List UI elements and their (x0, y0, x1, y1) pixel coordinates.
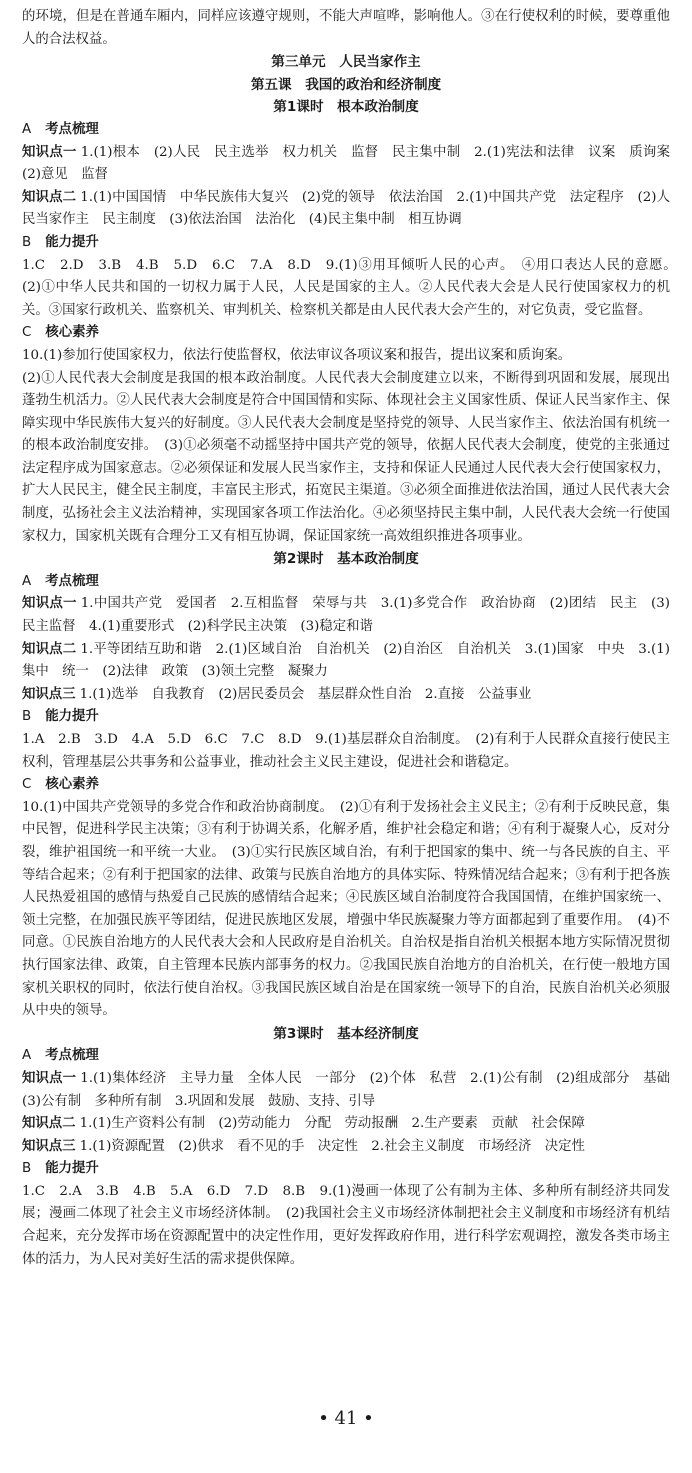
knowledge-point (22, 639, 670, 684)
section-name: 核心素养 (45, 777, 99, 793)
knowledge-point-text: 1.(1)根本 (2)人民 民主选举 权力机关 监督 民主集中制 2.(1)宪法和法律 议案 质询案 (2)意见 监督 (22, 144, 684, 183)
lesson-title: 第五课 我国的政治和经济制度 (250, 76, 442, 93)
section-heading (22, 1158, 670, 1181)
section-letter: A (22, 1048, 32, 1064)
answer-paragraph: 10.(1)中国共产党领导的多党合作和政治协商制度。 (2)①有利于发扬社会主义民主；②有利于反映民意，集中民智，促进科学民主决策；③有利于协调关系，化解矛盾，维护社会稳定和谐；④有利于凝聚人心，反对分裂，维护祖国统一和平统一大业。 (3)①实行民族区域自治，有利于把国家的集中、统一与各民族的自主、平等结合起来；②有利于把国家的法律、政策与民族自治地方的具体实际、特殊情况结合起来；③有利于把各族人民热爱祖国的感情与热爱自己民族的感情结合起来；④民族区域自治制度符合我国国情，在维护国家统一、领土完整，在加强民族平等团结，促进民族地区发展，增强中华民族凝聚力等方面都起到了重要作用。 (4)不同意。①民族自治地方的人民代表大会和人民政府是自治机关。自治权是指自治机关根据本地方实际情况贯彻执行国家法律、政策，自主管理本民族内部事务的权力。②我国民族自治地方的自治机关，在行使一般地方国家机关职权的同时，依法行使自治权。③我国民族区域自治是在国家统一领导下的自治，民族自治机关必须服从中央的领导。 (22, 799, 670, 1019)
knowledge-point (22, 1068, 684, 1113)
section-letter: C (22, 777, 32, 793)
section-name: 考点梳理 (45, 573, 99, 589)
section-heading (22, 571, 670, 594)
section-name: 考点梳理 (45, 1048, 99, 1064)
section-name: 能力提升 (45, 234, 99, 250)
unit-title: 第三单元 人民当家作主 (271, 54, 421, 71)
knowledge-point-label: 知识点一 (22, 144, 77, 160)
knowledge-point-label: 知识点一 (22, 596, 77, 612)
section-letter: B (22, 709, 32, 725)
knowledge-point-label: 知识点二 (22, 641, 77, 657)
knowledge-point-text: 1.(1)生产资料公有制 (2)劳动能力 分配 劳动报酬 2.生产要素 贡献 社会保障 (79, 1116, 585, 1132)
section-name: 考点梳理 (45, 121, 99, 137)
knowledge-point (22, 142, 684, 187)
knowledge-point-label: 知识点一 (22, 1070, 77, 1086)
knowledge-point-text: 1.(1)选举 自我教育 (2)居民委员会 基层群众性自治 2.直接 公益事业 (79, 686, 532, 702)
knowledge-point (22, 684, 670, 707)
knowledge-point (22, 593, 670, 638)
section-heading (22, 706, 670, 729)
knowledge-point-text: 1.(1)集体经济 主导力量 全体人民 一部分 (2)个体 私营 2.(1)公有制 (2)组成部分 基础 (3)公有制 多种所有制 3.巩固和发展 鼓励、支持、引导 (22, 1070, 684, 1109)
section-letter: C (22, 325, 32, 341)
answer-paragraph: 10.(1)参加行使国家权力，依法行使监督权，依法审议各项议案和报告，提出议案和质询案。 (22, 347, 572, 363)
knowledge-point-text: 1.平等团结互助和谐 2.(1)区域自治 自治机关 (2)自治区 自治机关 3.(1)国家 中央 3.(1)集中 统一 (2)法律 政策 (3)领土完整 凝聚力 (22, 641, 670, 680)
section-heading (22, 1045, 670, 1068)
section-heading (22, 322, 670, 345)
knowledge-point-text: 1.(1)中国国情 中华民族伟大复兴 (2)党的领导 依法治国 2.(1)中国共产党 法定程序 (2)人民当家作主 民主制度 (3)依法治国 法治化 (4)民主集中制 相互协调 (22, 189, 671, 228)
knowledge-point (22, 1113, 670, 1136)
knowledge-point-label: 知识点三 (22, 1138, 76, 1154)
section-heading (22, 119, 670, 142)
section-name: 能力提升 (45, 1161, 99, 1177)
knowledge-point-label: 知识点二 (22, 1116, 76, 1132)
section-letter: A (22, 573, 32, 589)
section-heading (22, 232, 670, 255)
section-letter: A (22, 121, 32, 137)
knowledge-point-label: 知识点二 (22, 189, 77, 205)
lessons-container (22, 96, 684, 1271)
answer-paragraph: (2)①人民代表大会制度是我国的根本政治制度。人民代表大会制度建立以来，不断得到巩固和发展，展现出蓬勃生机活力。②人民代表大会制度是符合中国国情和实际、体现社会主义国家性质、保证人民当家作主、保障实现中华民族伟大复兴的好制度。③人民代表大会制度是坚持党的领导、人民当家作主、依法治国有机统一的根本政治制度安排。 (3)①必须毫不动摇坚持中国共产党的领导，依据人民代表大会制度，使党的主张通过法定程序成为国家意志。②必须保证和发展人民当家作主，支持和保证人民通过人民代表大会行使国家权力，扩大人民民主，健全民主制度，丰富民主形式，拓宽民主渠道。③必须全面推进依法治国，通过人民代表大会制度，弘扬社会主义法治精神，实现国家各项工作法治化。④必须坚持民主集中制，人民代表大会统一行使国家权力，国家机关既有合理分工又有相互协调，保证国家统一高效组织推进各项事业。 (22, 370, 670, 544)
answer-paragraph: 1.A 2.B 3.D 4.A 5.D 6.C 7.C 8.D 9.(1)基层群众自治制度。 (2)有利于人民群众直接行使民主权利，管理基层公共事务和公益事业，推动社会主义民主建设，促进社会和谐稳定。 (22, 732, 670, 770)
section-name: 能力提升 (45, 709, 99, 725)
section-letter: B (22, 234, 32, 250)
lesson-period-title: 第3课时 基本经济制度 (273, 1025, 419, 1042)
section-letter: B (22, 1161, 32, 1177)
section-heading (22, 774, 670, 797)
knowledge-point-text: 1.(1)资源配置 (2)供求 看不见的手 决定性 2.社会主义制度 市场经济 决定性 (79, 1138, 585, 1154)
answer-paragraph: 1.C 2.D 3.B 4.B 5.D 6.C 7.A 8.D 9.(1)③用耳倾听人民的心声。 ④用口表达人民的意愿。 (2)①中华人民共和国的一切权力属于人民，人民是国家的主人。②人民代表大会是人民行使国家权力的机关。③国家行政机关、监察机关、审判机关、检察机关都是由人民代表大会产生的，对它负责，受它监督。 (22, 257, 684, 318)
lesson-period-title: 第1课时 根本政治制度 (273, 99, 419, 116)
intro-paragraph: 的环境，但是在普通车厢内，同样应该遵守规则，不能大声喧哗，影响他人。③在行使权利的时候，要尊重他人的合法权益。 (22, 9, 670, 47)
knowledge-point (22, 187, 670, 232)
page-number: • 41 • (318, 1408, 374, 1429)
knowledge-point-text: 1.中国共产党 爱国者 2.互相监督 荣辱与共 3.(1)多党合作 政治协商 (2)团结 民主 (3)民主监督 4.(1)重要形式 (2)科学民主决策 (3)稳定和谐 (22, 596, 671, 635)
knowledge-point (22, 1136, 670, 1159)
answer-paragraph: 1.C 2.A 3.B 4.B 5.A 6.D 7.D 8.B 9.(1)漫画一体现了公有制为主体、多种所有制经济共同发展；漫画二体现了社会主义市场经济体制。 (2)我国社会主义市场经济体制把社会主义制度和市场经济有机结合起来，充分发挥市场在资源配置中的决定性作用，更好发挥政府作用，进行科学宏观调控，激发各类市场主体的活力，为人民对美好生活的需求提供保障。 (22, 1183, 670, 1267)
section-name: 核心素养 (45, 325, 99, 341)
knowledge-point-label: 知识点三 (22, 686, 76, 702)
lesson-period-title: 第2课时 基本政治制度 (273, 551, 419, 568)
